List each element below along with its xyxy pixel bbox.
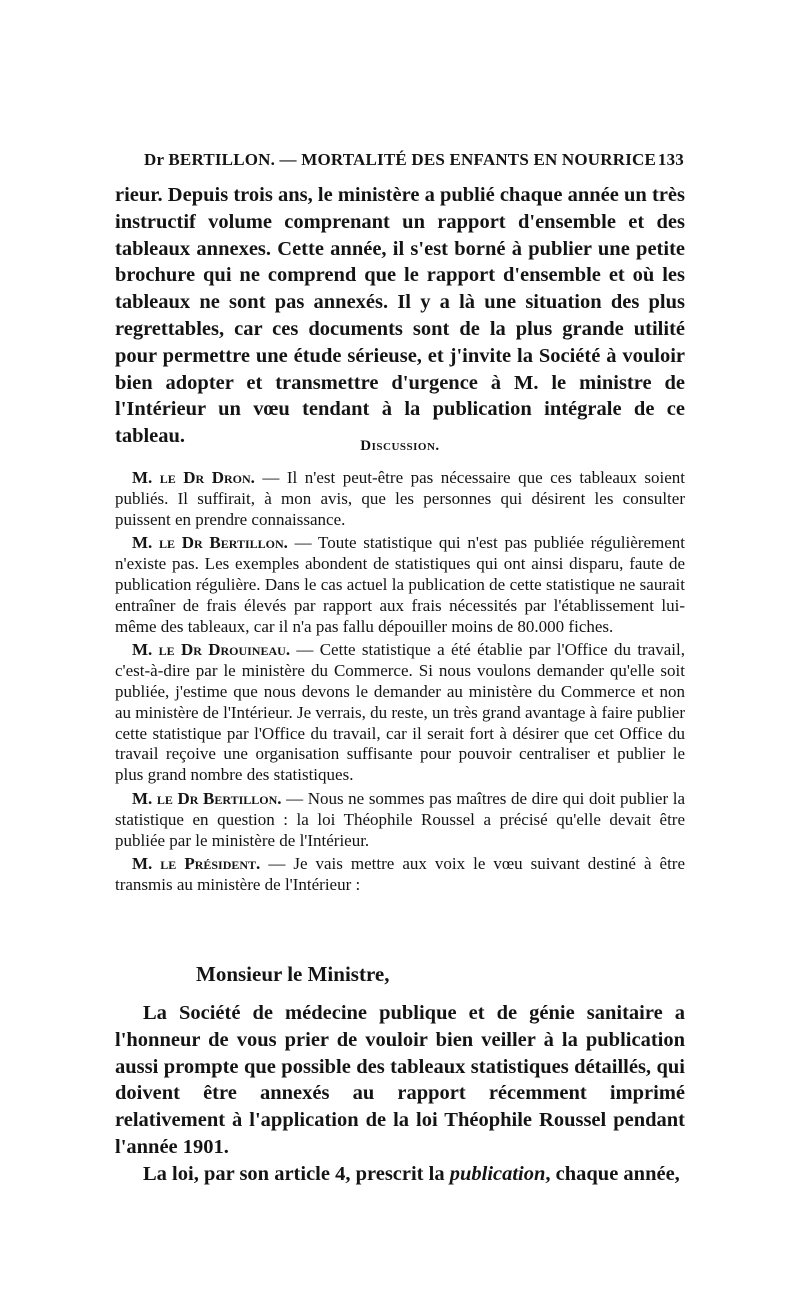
speaker-name: M. le Dr Dron. <box>132 468 255 487</box>
intro-paragraph: rieur. Depuis trois ans, le ministère a publié chaque année un très instructif volume comprenant un rapport d'ensemble et des tableaux annexes. Cette année, il s'est borné à publier une petite brochure qui ne comprend que le rapport d'ensemble et où les tableaux ne sont pas annexés. Il y a là une situation des plus regrettables, car ces documents sont de la plus grande utilité pour permettre une étude sérieuse, et j'invite la Société à vouloir bien adopter et transmettre d'urgence à M. le ministre de l'Intérieur un vœu tendant à la publication intégrale de ce tableau. <box>115 184 685 448</box>
intervention-text: — Je vais mettre aux voix le vœu suivant destiné à être transmis au ministère de l'Intérieur : <box>115 854 685 895</box>
intervention-text: — Nous ne sommes pas maîtres de dire qui doit publier la statistique en question : la loi Théophile Roussel a précisé qu'elle devait être publiée par le ministère de l'Intérieur. <box>115 788 685 850</box>
speaker-name: M. le Dr Drouineau. <box>132 640 291 660</box>
running-title: Dr BERTILLON. — MORTALITÉ DES ENFANTS EN NOURRICE <box>144 150 657 169</box>
letter-salutation: Monsieur le Ministre, <box>196 962 390 986</box>
page-number: 133 <box>657 150 684 169</box>
discussion-heading: Discussion. <box>360 438 440 454</box>
intervention <box>115 468 685 530</box>
intervention <box>115 789 685 851</box>
intervention-text: — Toute statistique qui n'est pas publiée régulièrement n'existe pas. Les exemples abondent de statistiques qui ont ainsi disparu, faute de publication régulière. Dans le cas actuel la publication de cette statistique ne saurait entraîner de frais élevés par rapport aux frais nécessités par l'établissement lui-même des tableaux, car il n'a pas fallu dépouiller moins de 80.000 fiches. <box>115 533 685 636</box>
intervention <box>115 854 685 896</box>
intervention <box>115 533 685 637</box>
speaker-name: M. le Dr Bertillon. <box>132 788 282 808</box>
letter-paragraph <box>115 1161 685 1188</box>
speaker-name: M. le Dr Bertillon. <box>132 533 288 553</box>
intervention <box>115 640 685 786</box>
running-header <box>144 150 684 170</box>
emphasized-word: publication <box>449 1162 546 1185</box>
letter-body <box>115 1000 685 1188</box>
intervention-text: — Il n'est peut-être pas nécessaire que ces tableaux soient publiés. Il suffirait, à mon avis, que les personnes qui désirent les consulter puissent en prendre connaissance. <box>115 468 685 529</box>
discussion-block <box>115 468 685 899</box>
speaker-name: M. le Président. <box>132 854 261 874</box>
intervention-text: — Cette statistique a été établie par l'Office du travail, c'est-à-dire par le ministère du Commerce. Si nous voulons demander qu'elle soit publiée, j'estime que nous devons le demander au ministère du Commerce et non au ministère de l'Intérieur. Je verrais, du reste, un très grand avantage à faire publier cette statistique par l'Office du travail, car il serait fort à désirer que cet Office du travail reçoive une organisation suffisante pour pouvoir centraliser et publier le plus grand nombre des statistiques. <box>115 640 686 785</box>
letter-text: La loi, par son article 4, prescrit la <box>143 1162 450 1185</box>
intro-block <box>115 182 685 450</box>
letter-paragraph: La Société de médecine publique et de génie sanitaire a l'honneur de vous prier de vouloir bien veiller à la publication aussi prompte que possible des tableaux statistiques détaillés, qui doivent être annexés au rapport récemment imprimé relativement à l'application de la loi Théophile Roussel pendant l'année 1901. <box>115 1002 685 1158</box>
letter-text: , chaque année, <box>545 1162 680 1185</box>
